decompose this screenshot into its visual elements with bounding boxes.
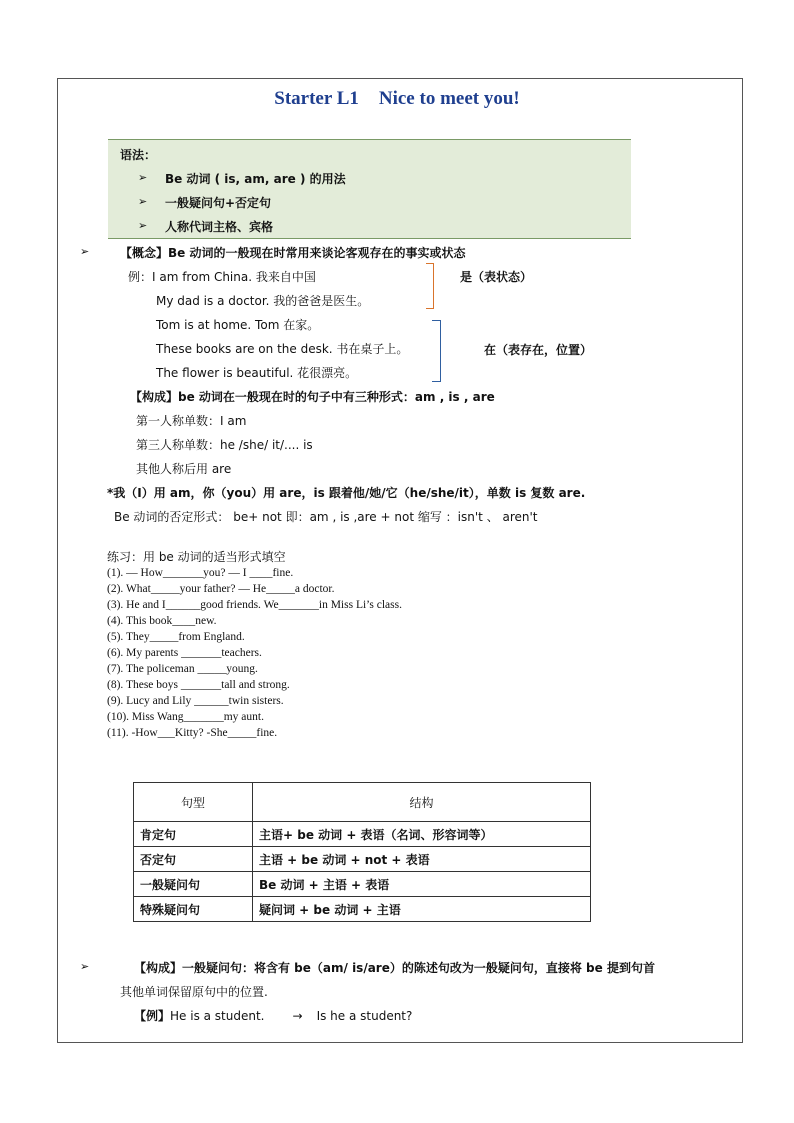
- arrow-bullet-icon: ➢: [138, 195, 148, 208]
- negative-form: Be 动词的否定形式： be+ not 即：am , is ,are + not 缩写 ：isn't 、 aren't: [114, 510, 538, 524]
- third-person-rule: 第三人称单数：he /she/ it/.... is: [136, 438, 313, 452]
- page-title: [0, 88, 794, 110]
- composition-line: 【构成】一般疑问句：将含有 be（am/ is/are）的陈述句改为一般疑问句，直接将 be 提到句首: [134, 961, 655, 975]
- table-cell: 肯定句: [134, 822, 253, 847]
- arrow-bullet-icon: ➢: [138, 171, 148, 184]
- example-label: 【例】: [134, 1009, 171, 1023]
- exercise-item: (10). Miss Wang_______my aunt.: [107, 711, 264, 723]
- table-header: 结构: [253, 783, 591, 822]
- arrow-bullet-icon: ➢: [138, 219, 148, 232]
- table-cell: 主语+ be 动词 + 表语（名词、形容词等）: [253, 822, 591, 847]
- exercise-item: (3). He and I______good friends. We_______in Miss Li’s class.: [107, 599, 402, 611]
- exercise-item: (6). My parents _______teachers.: [107, 647, 262, 659]
- example-sentence: These books are on the desk. 书在桌子上。: [156, 342, 409, 356]
- table-cell: 疑问词 + be 动词 + 主语: [253, 897, 591, 922]
- sentence-pattern-table: [133, 782, 591, 922]
- usage-note: *我（I）用 am，你（you）用 are，is 跟着他/她/它（he/she/it），单数 is 复数 are.: [107, 486, 586, 500]
- other-person-rule: 其他人称后用 are: [136, 462, 232, 476]
- right-arrow-icon: →: [292, 1009, 303, 1023]
- arrow-bullet-icon: ➢: [80, 245, 90, 258]
- concept-line: 【概念】Be 动词的一般现在时常用来谈论客观存在的事实或状态: [120, 246, 466, 260]
- arrow-bullet-icon: ➢: [80, 960, 90, 973]
- table-row: [134, 822, 591, 847]
- lesson-number: Starter L1: [274, 88, 359, 109]
- table-cell: 主语 + be 动词 + not + 表语: [253, 847, 591, 872]
- exercise-item: (4). This book____new.: [107, 615, 217, 627]
- exercise-item: (9). Lucy and Lily ______twin sisters.: [107, 695, 284, 707]
- grammar-heading: 语法：: [120, 148, 157, 162]
- exercise-heading: 练习：用 be 动词的适当形式填空: [107, 550, 286, 564]
- structure-line: 【构成】be 动词在一般现在时的句子中有三种形式：am , is , are: [130, 390, 495, 404]
- exercise-item: (5). They_____from England.: [107, 631, 245, 643]
- state-label: 是（表状态）: [460, 270, 533, 284]
- example-question: Is he a student?: [316, 1009, 413, 1023]
- example-sentence: The flower is beautiful. 花很漂亮。: [156, 366, 358, 380]
- example-sentence: Tom is at home. Tom 在家。: [156, 318, 320, 332]
- table-cell: 一般疑问句: [134, 872, 253, 897]
- example-sentence: 例：I am from China. 我来自中国: [128, 270, 316, 284]
- first-person-rule: 第一人称单数：I am: [136, 414, 247, 428]
- table-row: [134, 847, 591, 872]
- location-bracket: [432, 320, 441, 382]
- lesson-title: Nice to meet you!: [378, 88, 520, 109]
- example-line: [134, 1007, 412, 1024]
- exercise-item: (7). The policeman _____young.: [107, 663, 258, 675]
- exercise-item: (8). These boys _______tall and strong.: [107, 679, 290, 691]
- location-label: 在（表存在，位置）: [484, 343, 593, 357]
- exercise-item: (1). — How_______you? — I ____fine.: [107, 567, 294, 579]
- exercise-item: (11). -How___Kitty? -She_____fine.: [107, 727, 278, 739]
- table-row: [134, 897, 591, 922]
- table-cell: Be 动词 + 主语 + 表语: [253, 872, 591, 897]
- table-cell: 特殊疑问句: [134, 897, 253, 922]
- example-statement: He is a student.: [170, 1009, 265, 1023]
- table-header-row: [134, 783, 591, 822]
- grammar-item: Be 动词 ( is, am, are ) 的用法: [165, 172, 346, 186]
- example-sentence: My dad is a doctor. 我的爸爸是医生。: [156, 294, 370, 308]
- table-cell: 否定句: [134, 847, 253, 872]
- state-bracket: [426, 263, 434, 309]
- composition-line: 其他单词保留原句中的位置.: [120, 985, 268, 999]
- grammar-item: 一般疑问句+否定句: [165, 196, 272, 210]
- exercise-item: (2). What_____your father? — He_____a doctor.: [107, 583, 335, 595]
- table-row: [134, 872, 591, 897]
- grammar-item: 人称代词主格、宾格: [165, 220, 274, 234]
- table-header: 句型: [134, 783, 253, 822]
